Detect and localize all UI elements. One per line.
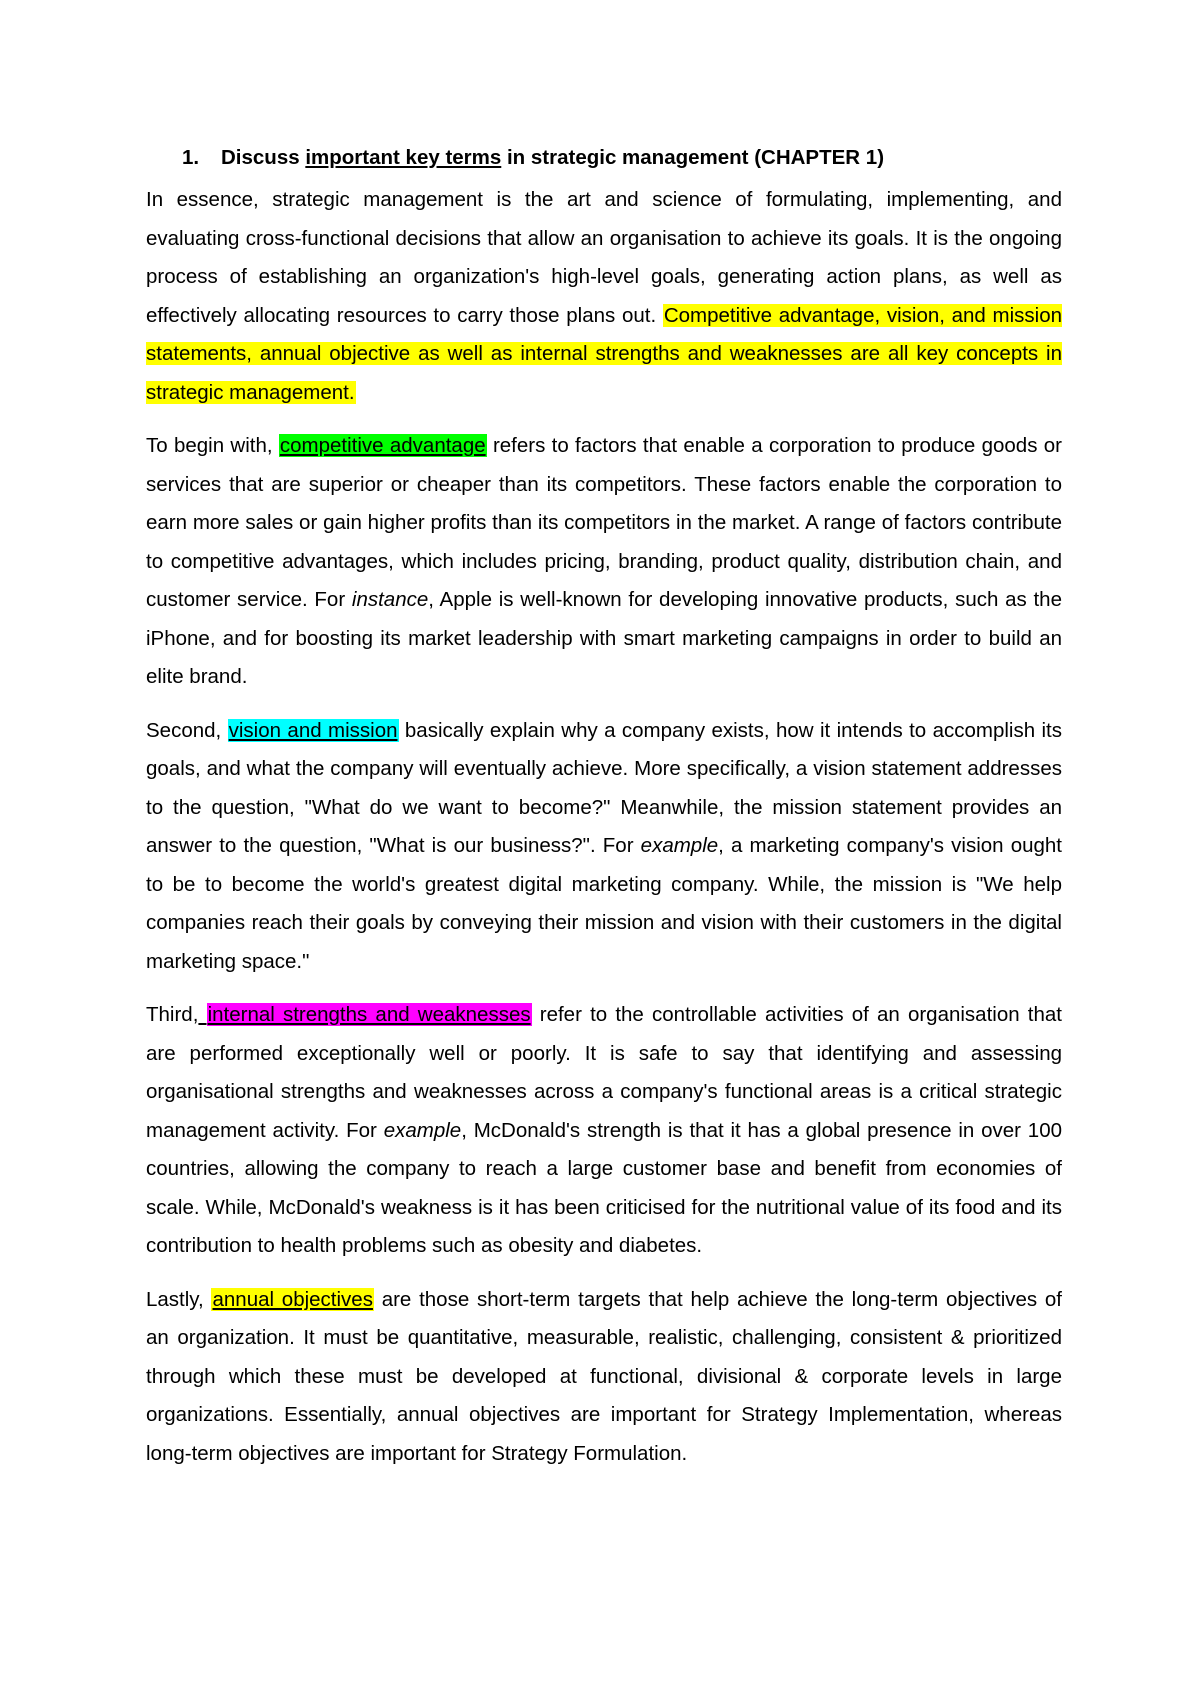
term-internal-strengths-and-weaknesses: internal strengths and weaknesses [207,1003,531,1026]
heading-suffix: in strategic management (CHAPTER 1) [501,146,885,169]
heading-text [221,146,884,169]
intro-text: In essence, strategic management is the art and science of formulating, implementing, and evaluating cross-functional decisions that allow an organisation to achieve its goals. It is the ongoing process of establishing an organization's high-level goals, generating action plans, as well as effectively allocating resources to carry those plans out. [146,188,1062,327]
term-annual-objectives: annual objectives [212,1287,373,1311]
paragraph-lead: To begin with, [146,434,279,457]
paragraph-lead: Third, [146,1003,199,1026]
underlined-space [198,1003,206,1026]
paragraph-body: refer to the controllable activities of an organisation that are performed exceptionally well or poorly. It is safe to say that identifying and assessing organisational strengths and weaknesses across a company's functional areas is a critical strategic management activity. For [146,1003,1062,1142]
paragraph-body: refers to factors that enable a corporation to produce goods or services that are superior or cheaper than its competitors. These factors enable the corporation to earn more sales or gain higher profits than its competitors in the market. A range of factors contribute to competitive advantages, which includes pricing, branding, product quality, distribution chain, and customer service. For [146,434,1062,611]
annual-objectives-paragraph [146,1281,1062,1474]
section-heading [146,141,1062,175]
italic-word: example [640,834,719,857]
intro-highlight: Competitive advantage, vision, and mission statements, annual objective as well as internal strengths and weaknesses are all key concepts in strategic management. [146,303,1062,404]
italic-word: instance [351,588,429,611]
paragraph-body: basically explain why a company exists, how it intends to accomplish its goals, and what the company will eventually achieve. More specifically, a vision statement addresses to the question, "What do we want to become?" Meanwhile, the mission statement provides an answer to the question, "What is our business?". For [146,718,1062,857]
heading-prefix: Discuss [221,146,306,169]
paragraph-body-end: , Apple is well-known for developing innovative products, such as the iPhone, and for boosting its market leadership with smart marketing campaigns in order to build an elite brand. [146,588,1062,688]
competitive-advantage-paragraph [146,427,1062,697]
vision-mission-paragraph [146,712,1062,982]
paragraph-body-end: , McDonald's strength is that it has a global presence in over 100 countries, allowing the company to reach a large customer base and benefit from economies of scale. While, McDonald's weakness is it has been criticised for the nutritional value of its food and its contribution to health problems such as obesity and diabetes. [146,1118,1062,1257]
term-vision-and-mission: vision and mission [228,718,398,742]
strengths-weaknesses-paragraph [146,996,1062,1266]
paragraph-body: are those short-term targets that help achieve the long-term objectives of an organization. It must be quantitative, measurable, realistic, challenging, consistent & prioritized through which these must be developed at functional, divisional & corporate levels in large organizations. Essentially, annual objectives are important for Strategy Implementation, whereas long-term objectives are important for Strategy Formulation. [146,1287,1062,1465]
paragraph-lead: Lastly, [146,1287,212,1311]
paragraph-body-end: , a marketing company's vision ought to be to become the world's greatest digital marketing company. While, the mission is "We help companies reach their goals by conveying their mission and vision with their customers in the digital marketing space." [146,834,1062,973]
intro-paragraph [146,181,1062,412]
paragraph-lead: Second, [146,718,228,742]
term-competitive-advantage: competitive advantage [279,434,486,457]
heading-number: 1. [182,146,200,169]
italic-word: example [383,1118,462,1142]
heading-underlined-term: important key terms [305,146,502,169]
